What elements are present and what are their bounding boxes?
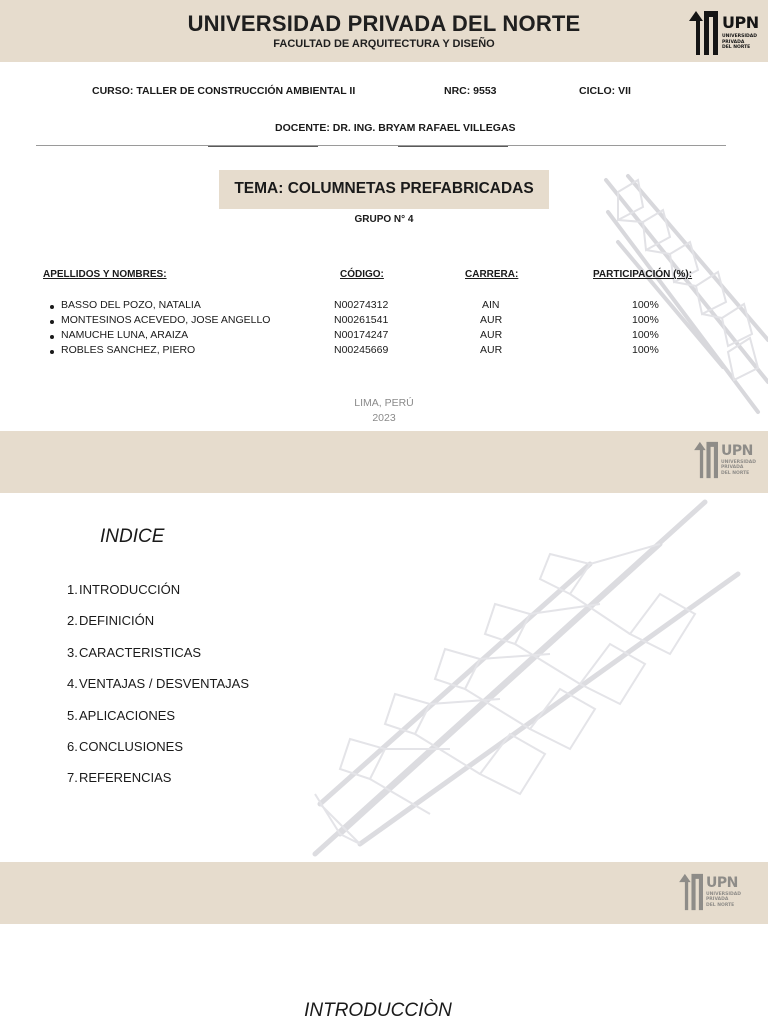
student-code: N00261541 [334, 314, 389, 326]
toc-number: 5. [67, 708, 78, 723]
year-text: 2023 [372, 412, 396, 424]
student-name: ROBLES SANCHEZ, PIERO [61, 344, 196, 356]
header-code: CÓDIGO: [340, 269, 384, 280]
upn-logo-footer [675, 873, 741, 911]
toc-label: CONCLUSIONES [79, 739, 184, 754]
bullet-icon [50, 335, 54, 339]
logo-text: UPN [721, 442, 753, 459]
student-code: N00274312 [334, 299, 389, 311]
toc-item[interactable] [67, 739, 183, 754]
group-number: GRUPO N° 4 [354, 214, 414, 225]
logo-line1: UNIVERSIDAD [722, 34, 757, 40]
bullet-icon [50, 350, 54, 354]
student-career: AIN [482, 299, 500, 311]
toc-number: 1. [67, 582, 78, 597]
course-teacher: DOCENTE: DR. ING. BRYAM RAFAEL VILLEGAS [275, 122, 516, 134]
student-name: BASSO DEL POZO, NATALIA [61, 299, 201, 311]
divider-accent-2 [398, 146, 508, 147]
upn-arrow-icon [675, 873, 703, 911]
logo-text: UPN [706, 874, 738, 891]
divider [36, 145, 726, 146]
header-participation: PARTICIPACIÓN (%): [593, 269, 693, 280]
toc-item[interactable] [67, 645, 201, 660]
footer-band [0, 862, 768, 924]
topic-title: TEMA: COLUMNETAS PREFABRICADAS [219, 170, 549, 209]
header-career: CARRERA: [465, 269, 519, 280]
table-row [0, 299, 768, 314]
student-participation: 100% [632, 344, 659, 356]
logo-line1: UNIVERSIDAD [721, 459, 756, 465]
bullet-icon [50, 320, 54, 324]
logo-line3: DEL NORTE [706, 902, 735, 908]
place-text: LIMA, PERÚ [354, 397, 414, 409]
footer-band [0, 431, 768, 493]
introduction-title: INTRODUCCIÒN [304, 1000, 452, 1021]
upn-arrow-icon [684, 11, 718, 55]
student-code: N00174247 [334, 329, 389, 341]
student-participation: 100% [632, 329, 659, 341]
toc-item[interactable] [67, 770, 171, 785]
table-row [0, 344, 768, 359]
course-name: CURSO: TALLER DE CONSTRUCCIÓN AMBIENTAL II [92, 85, 356, 97]
logo-text: UPN [722, 13, 759, 33]
header-names: APELLIDOS Y NOMBRES: [43, 269, 167, 280]
logo-line3: DEL NORTE [721, 470, 750, 476]
toc-number: 6. [67, 739, 78, 754]
index-title: INDICE [100, 526, 165, 547]
student-participation: 100% [632, 299, 659, 311]
toc-item[interactable] [67, 708, 175, 723]
faculty-subtitle: FACULTAD DE ARQUITECTURA Y DISEÑO [273, 38, 495, 50]
toc-number: 7. [67, 770, 78, 785]
toc-number: 3. [67, 645, 78, 660]
student-career: AUR [480, 344, 503, 356]
student-career: AUR [480, 329, 503, 341]
bullet-icon [50, 305, 54, 309]
course-cycle: CICLO: VII [579, 85, 631, 97]
toc-label: DEFINICIÓN [79, 613, 155, 628]
student-career: AUR [480, 314, 503, 326]
rebar-cage-illustration [598, 172, 768, 417]
student-participation: 100% [632, 314, 659, 326]
logo-line3: DEL NORTE [722, 45, 751, 51]
divider-accent-1 [208, 146, 318, 147]
toc-item[interactable] [67, 613, 154, 628]
university-title: UNIVERSIDAD PRIVADA DEL NORTE [187, 11, 581, 36]
toc-label: REFERENCIAS [79, 770, 172, 785]
toc-item[interactable] [67, 676, 249, 691]
table-row [0, 329, 768, 344]
toc-label: CARACTERISTICAS [79, 645, 202, 660]
toc-item[interactable] [67, 582, 180, 597]
table-row [0, 314, 768, 329]
logo-line2: PRIVADA [721, 465, 744, 471]
course-nrc: NRC: 9553 [444, 85, 497, 97]
logo-line2: PRIVADA [706, 897, 729, 903]
student-name: NAMUCHE LUNA, ARAIZA [61, 329, 189, 341]
toc-label: INTRODUCCIÓN [79, 582, 181, 597]
logo-line1: UNIVERSIDAD [706, 891, 741, 897]
student-code: N00245669 [334, 344, 389, 356]
toc-label: APLICACIONES [79, 708, 176, 723]
toc-label: VENTAJAS / DESVENTAJAS [79, 676, 250, 691]
upn-logo-footer [690, 441, 756, 479]
upn-logo [684, 11, 759, 55]
upn-arrow-icon [690, 441, 718, 479]
student-name: MONTESINOS ACEVEDO, JOSE ANGELLO [61, 314, 271, 326]
toc-number: 2. [67, 613, 78, 628]
toc-number: 4. [67, 676, 78, 691]
rebar-cage-illustration-large [300, 494, 760, 864]
logo-line2: PRIVADA [722, 39, 745, 45]
